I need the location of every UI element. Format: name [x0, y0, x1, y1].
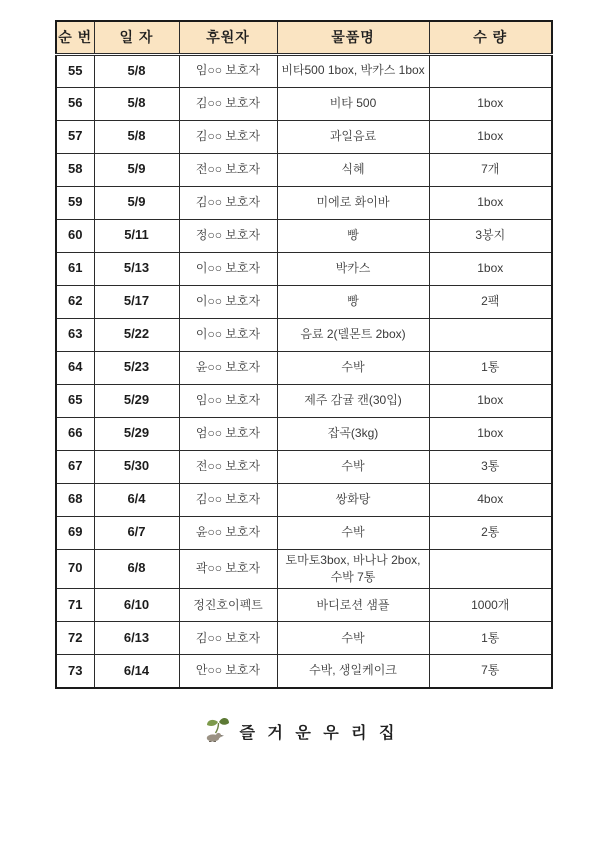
footer	[0, 714, 600, 748]
cell-item: 잡곡(3kg)	[277, 417, 429, 450]
table-row	[56, 450, 552, 483]
cell-no: 71	[56, 589, 94, 622]
table-row	[56, 351, 552, 384]
cell-date: 5/9	[94, 186, 179, 219]
cell-no: 61	[56, 252, 94, 285]
cell-no: 62	[56, 285, 94, 318]
cell-donor: 이○○ 보호자	[179, 318, 277, 351]
table-row	[56, 87, 552, 120]
column-header-donor: 후원자	[179, 21, 277, 54]
table-row	[56, 589, 552, 622]
cell-qty: 1box	[429, 87, 552, 120]
cell-item: 바디로션 샘플	[277, 589, 429, 622]
column-header-item: 물품명	[277, 21, 429, 54]
cell-no: 63	[56, 318, 94, 351]
table-row	[56, 54, 552, 87]
table-row	[56, 417, 552, 450]
cell-no: 57	[56, 120, 94, 153]
cell-qty: 2팩	[429, 285, 552, 318]
table-row	[56, 384, 552, 417]
cell-date: 5/8	[94, 87, 179, 120]
table-row	[56, 252, 552, 285]
cell-no: 66	[56, 417, 94, 450]
table-row	[56, 483, 552, 516]
cell-donor: 정○○ 보호자	[179, 219, 277, 252]
cell-date: 6/4	[94, 483, 179, 516]
cell-date: 6/13	[94, 622, 179, 655]
cell-item: 수박	[277, 351, 429, 384]
cell-no: 55	[56, 54, 94, 87]
cell-qty: 1통	[429, 351, 552, 384]
table-row	[56, 186, 552, 219]
cell-item: 빵	[277, 285, 429, 318]
cell-date: 5/29	[94, 417, 179, 450]
cell-no: 68	[56, 483, 94, 516]
cell-date: 6/10	[94, 589, 179, 622]
cell-qty	[429, 318, 552, 351]
table-row	[56, 120, 552, 153]
cell-item: 토마토3box, 바나나 2box, 수박 7통	[277, 549, 429, 589]
cell-date: 5/17	[94, 285, 179, 318]
donation-ledger-table	[55, 20, 553, 689]
cell-no: 59	[56, 186, 94, 219]
cell-donor: 전○○ 보호자	[179, 153, 277, 186]
table-row	[56, 516, 552, 549]
cell-date: 5/22	[94, 318, 179, 351]
table-row	[56, 318, 552, 351]
cell-qty: 1box	[429, 384, 552, 417]
cell-donor: 전○○ 보호자	[179, 450, 277, 483]
cell-date: 5/8	[94, 54, 179, 87]
cell-no: 60	[56, 219, 94, 252]
cell-donor: 임○○ 보호자	[179, 54, 277, 87]
column-header-no: 순 번	[56, 21, 94, 54]
cell-donor: 곽○○ 보호자	[179, 549, 277, 589]
cell-item: 수박, 생일케이크	[277, 655, 429, 688]
cell-donor: 김○○ 보호자	[179, 483, 277, 516]
cell-date: 6/8	[94, 549, 179, 589]
cell-item: 쌍화탕	[277, 483, 429, 516]
table-row	[56, 153, 552, 186]
table-row	[56, 622, 552, 655]
cell-date: 5/29	[94, 384, 179, 417]
cell-qty: 1box	[429, 186, 552, 219]
cell-no: 67	[56, 450, 94, 483]
cell-qty: 2통	[429, 516, 552, 549]
cell-donor: 이○○ 보호자	[179, 252, 277, 285]
cell-date: 5/13	[94, 252, 179, 285]
cell-date: 6/7	[94, 516, 179, 549]
cell-qty: 4box	[429, 483, 552, 516]
cell-qty: 7통	[429, 655, 552, 688]
cell-qty: 1box	[429, 417, 552, 450]
cell-no: 56	[56, 87, 94, 120]
cell-item: 비타 500	[277, 87, 429, 120]
cell-date: 5/30	[94, 450, 179, 483]
cell-no: 69	[56, 516, 94, 549]
cell-donor: 엄○○ 보호자	[179, 417, 277, 450]
cell-no: 70	[56, 549, 94, 589]
cell-qty: 3봉지	[429, 219, 552, 252]
cell-item: 박카스	[277, 252, 429, 285]
cell-qty: 7개	[429, 153, 552, 186]
sprout-bird-icon	[202, 714, 236, 748]
column-header-date: 일 자	[94, 21, 179, 54]
cell-item: 제주 감귤 캔(30입)	[277, 384, 429, 417]
cell-qty	[429, 549, 552, 589]
cell-donor: 김○○ 보호자	[179, 120, 277, 153]
cell-donor: 김○○ 보호자	[179, 622, 277, 655]
cell-item: 식혜	[277, 153, 429, 186]
cell-no: 65	[56, 384, 94, 417]
cell-no: 58	[56, 153, 94, 186]
cell-donor: 윤○○ 보호자	[179, 351, 277, 384]
cell-item: 빵	[277, 219, 429, 252]
cell-donor: 윤○○ 보호자	[179, 516, 277, 549]
table-row	[56, 219, 552, 252]
cell-donor: 이○○ 보호자	[179, 285, 277, 318]
cell-qty: 1통	[429, 622, 552, 655]
cell-item: 과일음료	[277, 120, 429, 153]
table-row	[56, 549, 552, 589]
cell-donor: 김○○ 보호자	[179, 87, 277, 120]
cell-date: 5/11	[94, 219, 179, 252]
cell-qty	[429, 54, 552, 87]
cell-date: 5/9	[94, 153, 179, 186]
cell-date: 5/8	[94, 120, 179, 153]
cell-date: 5/23	[94, 351, 179, 384]
header-row	[56, 21, 552, 54]
cell-donor: 정진호이펙트	[179, 589, 277, 622]
cell-date: 6/14	[94, 655, 179, 688]
cell-item: 수박	[277, 450, 429, 483]
cell-item: 비타500 1box, 박카스 1box	[277, 54, 429, 87]
cell-item: 음료 2(델몬트 2box)	[277, 318, 429, 351]
cell-no: 64	[56, 351, 94, 384]
cell-item: 수박	[277, 622, 429, 655]
table-row	[56, 655, 552, 688]
table-row	[56, 285, 552, 318]
cell-item: 미에로 화이바	[277, 186, 429, 219]
cell-no: 72	[56, 622, 94, 655]
cell-qty: 3통	[429, 450, 552, 483]
cell-donor: 임○○ 보호자	[179, 384, 277, 417]
cell-qty: 1box	[429, 252, 552, 285]
column-header-qty: 수 량	[429, 21, 552, 54]
cell-donor: 김○○ 보호자	[179, 186, 277, 219]
cell-qty: 1box	[429, 120, 552, 153]
cell-no: 73	[56, 655, 94, 688]
cell-item: 수박	[277, 516, 429, 549]
footer-title: 즐 거 운 우 리 집	[239, 724, 399, 742]
cell-donor: 안○○ 보호자	[179, 655, 277, 688]
cell-qty: 1000개	[429, 589, 552, 622]
